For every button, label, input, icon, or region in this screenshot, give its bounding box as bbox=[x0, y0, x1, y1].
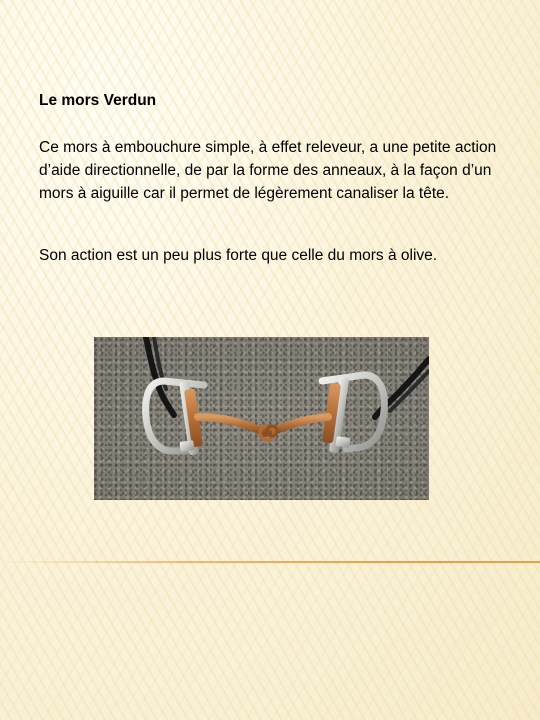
accent-divider bbox=[0, 561, 540, 563]
left-mouthpiece bbox=[198, 417, 266, 433]
description-paragraph: Ce mors à embouchure simple, à effet releveur, a une petite action d’aide directionnelle, de par la forme des anneaux, à la façon d’un mors à aiguille car il permet de légèrement canaliser la tête. bbox=[39, 139, 497, 202]
bit-photo bbox=[94, 337, 429, 500]
bit-illustration bbox=[94, 337, 429, 500]
slide-title: Le mors Verdun bbox=[39, 92, 157, 109]
right-mouthpiece bbox=[270, 417, 328, 433]
comparison-paragraph: Son action est un peu plus forte que celle du mors à olive. bbox=[39, 247, 438, 264]
